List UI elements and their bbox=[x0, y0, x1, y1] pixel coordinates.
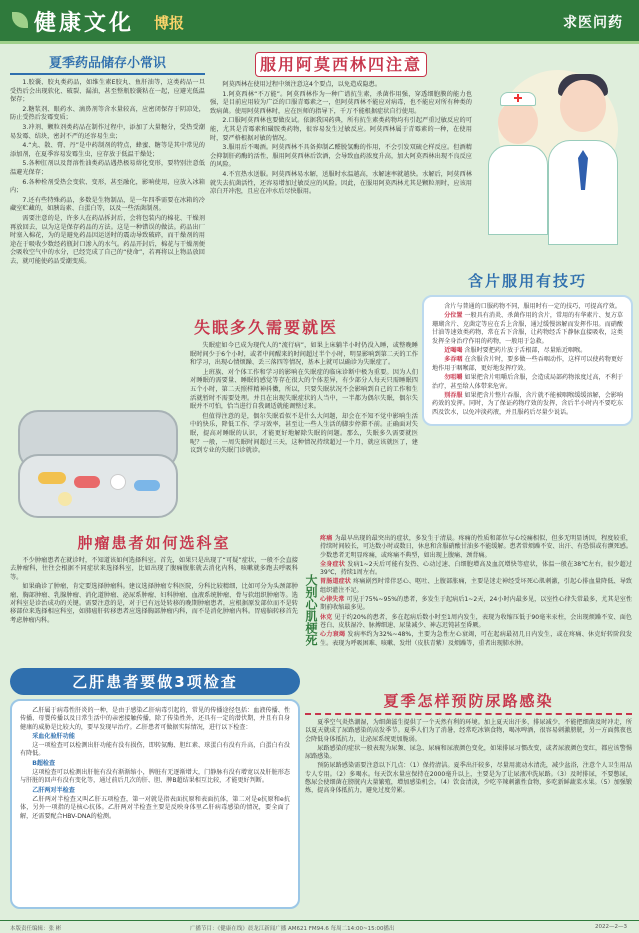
item-text: 疼痛剧烈时常伴恶心、呕吐、上腹部胀痛，主要是迷走神经受坏死心肌刺激，引起心排血量降低、导致组织灌注不足。 bbox=[320, 578, 633, 594]
list-item bbox=[432, 312, 623, 346]
pill-capsule-icon bbox=[38, 472, 66, 484]
section-tag: 求医问药 bbox=[563, 15, 623, 31]
pill-capsule-icon bbox=[74, 476, 100, 488]
footer-broadcast: 广播节目：《健康在线》晨龙江新闻广播 AM621 FM94.6 每周二14:00~15:00播出 bbox=[190, 926, 395, 932]
item-key: 心律失常 bbox=[320, 596, 345, 604]
item-text: 发病1~2天后可能有发热、心动过速、白细胞增高及血沉增快等症状，体温一般在38℃左右，很少超过39℃，持续1周左右。 bbox=[320, 560, 633, 577]
paragraph: 3.服用后不喝酒。阿莫西林不具备抑制乙醛脱氢酶的作用，不会引发双硫仑样反应。但酒精会抑制肝药酶的活性，服用阿莫西林后饮酒，会导致血药浓度升高，加大阿莫西林出现不良反应的风险。 bbox=[210, 144, 472, 169]
paragraph: 尿路感染的症状一般表现为尿频、尿急、尿痛和尿液颜色变化，如果排尿习惯改变，或者尿液颜色变红，都应该警惕尿路感染。 bbox=[305, 744, 632, 761]
article-amoxicillin-body bbox=[210, 81, 472, 197]
pillbox-illustration bbox=[18, 410, 178, 520]
article-hepatitis-b bbox=[10, 668, 300, 918]
list-item bbox=[320, 535, 632, 560]
list-item bbox=[320, 631, 632, 648]
paragraph: 这项检查可以检测出肝脏有没有渐渐缩小，脾脏有无逐渐增大，门静脉有没有增宽以及肝脏形态与肝脏的回声有没有变化等，通过前后几次的肝、胆、脾B超结果相互比较，才能更好判断。 bbox=[20, 769, 290, 785]
item-text: 如果把含片咀嚼后含服，会造成局部药物浓度过高，不利于治疗，甚至给人体带来危害。 bbox=[432, 374, 624, 390]
article-heart-symptoms-body bbox=[320, 535, 632, 648]
paragraph: 这一项检查可以检测出肝功能有没有损伤，即转氨酶、胆红素、球蛋白有没有升高，白蛋白有没有降低。 bbox=[20, 742, 290, 758]
article-hepatitis-b-title: 乙肝患者要做3项检查 bbox=[10, 668, 300, 695]
item-text: 见于约20%的患者，多在起病后数小时至1周内发生，表现为收缩压低于90毫米汞柱，会出现烦躁不安、面色苍白、皮肤湿冷、脉搏细速、尿量减少、神志迟钝甚至昏厥。 bbox=[320, 613, 632, 629]
page-footer bbox=[0, 920, 639, 933]
nurse-head bbox=[498, 100, 538, 144]
article-uti-title: 夏季怎样预防尿路感染 bbox=[305, 690, 632, 715]
item-key: 别吞服 bbox=[444, 392, 463, 400]
paragraph: 乙肝属于病毒性肝炎的一种，是由于感染乙肝病毒引起的，常见的传播途径包括：血液传播、性传播、母婴传播以及日常生活中的亲密接触传播，除了传染性外，还具有一定的潜伏期，并且有自身健康的威胁是比较大的，要早发现早治疗。乙肝患者可做据实际情况，进行以下检查： bbox=[20, 707, 290, 731]
list-item bbox=[432, 374, 623, 391]
paragraph: 不少肿瘤患者在就诊时，不知道该如何选择科室。首先，如果只是出现了“可疑”症状，一般不会直接去肿瘤科，往往会根据不同症状来选择科室，比如出现了腹痛腹胀就去消化内科，咳嗽就多跑去呼吸科等。 bbox=[10, 557, 298, 581]
item-text: 可见于75%~95%的患者，多发生于起病后1~2天，24小时内最多见，以室性心律失常最多，尤其是室性期前收缩最多见。 bbox=[320, 596, 633, 612]
paragraph: 需要注意的是，许多人在药品拆封后，会将包装内的棉花、干燥剂再放回去，以为这是保存药品的方法。这是一种错误的做法。药品出厂时塞入棉花，为的是避免药品因运送时的震动导致破碎，而干燥剂的用途在于吸收少数经药瓶封口渗入的水气。药品开封后，棉花与干燥剂便会吸收空气中的水分，已经完成了自己的“使命”，若再将以上物品放回去，就可能使药品受潮变质。 bbox=[10, 214, 205, 265]
item-key: 勿咀嚼 bbox=[444, 374, 463, 382]
list-item bbox=[320, 561, 632, 578]
paragraph: 3.冲剂、颗粒剂类药品在制作过程中，添加了大量糖分，受热受潮易发霉、结块，密封不严的还容易生虫； bbox=[10, 123, 205, 140]
list-item bbox=[432, 347, 623, 355]
article-storage bbox=[10, 52, 205, 450]
item-text: 发病率约为32%~48%，主要为急性左心衰竭，可在起病最初几日内发生，或在疼痛、休克好转阶段发生。表现为呼吸困难、咳嗽、发绀（皮肤青紫）及烦躁等，重者出现肺水肿。 bbox=[320, 631, 633, 647]
pill-capsule-icon bbox=[134, 480, 160, 491]
article-lozenge-title: 含片服用有技巧 bbox=[467, 272, 587, 290]
item-key: 胃肠道症状 bbox=[320, 578, 352, 586]
doctor-nurse-illustration bbox=[478, 60, 633, 260]
paragraph: 7.还有些特殊药品，多数是生物制品，是一年四季需要在冰箱的冷藏室贮藏的，如胰岛素、白蛋白等，以及一些活菌制剂。 bbox=[10, 196, 205, 213]
red-cross-icon bbox=[514, 94, 522, 102]
newspaper-brand: 健康文化 bbox=[34, 11, 135, 36]
paragraph: 1.胶囊、胶丸类药品，如维生素E胶丸、鱼肝油等，这类药品一旦受热后会出现软化、破裂、漏油，甚至整瓶胶囊粘在一起，应避光低温保存； bbox=[10, 79, 205, 104]
article-tumor-body bbox=[10, 557, 298, 625]
paragraph: 4.不宜热水送服。阿莫西林易水解，送服时水温越高，水解速率就越快。水解后，阿莫西林就失去抗菌活性，还容易增加过敏反应的风险。因此，在服用阿莫西林尤其是颗粒剂时，应该用凉白开冲泡，且应在冲水后尽快服用。 bbox=[210, 170, 472, 196]
item-key: 心力衰竭 bbox=[320, 631, 346, 639]
article-amoxicillin-title-wrap bbox=[210, 52, 472, 75]
paragraph: 4.“丸、散、膏、丹”是中药制剂的特点，蜂蜜、糖等是其中常见的添加剂，在夏季容易发霉生虫，应存放于低温干燥处； bbox=[10, 142, 205, 158]
item-key: 休克 bbox=[320, 613, 333, 621]
article-tumor-title: 肿瘤患者如何选科室 bbox=[77, 534, 231, 552]
leaf-logo-icon bbox=[12, 12, 28, 28]
doctor-head bbox=[560, 80, 606, 132]
article-storage-title: 夏季药品储存小常识 bbox=[10, 52, 205, 75]
item-text: 含服时要把药片放于舌根部，尽量贴近咽喉。 bbox=[464, 347, 587, 355]
article-uti-prevention bbox=[305, 690, 632, 918]
pill-tablet-icon bbox=[58, 492, 72, 506]
footer-date: 2022—2—3 bbox=[595, 924, 627, 930]
nurse-figure bbox=[488, 145, 548, 235]
article-uti-body bbox=[305, 719, 632, 796]
paragraph: 如果确诊了肿瘤，肯定要选择肿瘤科。建议选择肿瘤专科医院，分科比较精细，比如可分为头颈部肿瘤、胸部肿瘤、乳腺肿瘤、消化道肿瘤、泌尿系肿瘤、妇科肿瘤、血液系统肿瘤、骨与软组织肿瘤等。选对科室是诊治成功的关键。需要注意的是，对于已有远处转移的晚期肿瘤患者，应根据原发部位而不是转移部位来选择相应科室，如肺癌肝转移患者应选择胸部肿瘤内科，而不是消化肿瘤内科。胃癌脑转移首先考虑肿瘤内科。 bbox=[10, 583, 298, 624]
item-key: 多吞咽 bbox=[444, 356, 463, 364]
paragraph: 但值得注意的是，偶尔失眠看似不是什么大问题，却会在不知不觉中影响生活中的快乐，降低工作、学习效率，甚至让一些人生活的脚步停滞不前。正确面对失眠，提高对睡眠的认识，才能更好地解除失眠的问题。那么，失眠多久需要就医呢？一般，一周失眠时间超过三天，这种情况持续超过一个月，就应该就医了，建议到专业的失眠门诊就诊。 bbox=[190, 412, 418, 455]
article-insomnia-title: 失眠多久需要就医 bbox=[194, 318, 339, 337]
list-item bbox=[320, 596, 632, 613]
item-key: 全身症状 bbox=[320, 560, 346, 568]
pill-tablet-icon bbox=[110, 474, 126, 490]
paragraph: 含片与普通的口服药物不同，服用时有一定的技巧，可提高疗效。 bbox=[444, 303, 621, 310]
paragraph: 上班族、对个体工作和学习的影响在失眠症的临床诊断中极为重要。因为人们对睡眠的需要量、睡眠的感觉等存在很大的个体差异，有少部分人每天只需睡眠四五个小时，第二天照样精神抖擞，所以，只要失眠状况不会影响到自己的工作和生活就暂时不需要处理。并且在出现失眠症状的人当中，一半都为偶尔失眠，偶尔失眠并不可怕，恰当进行自我调适就能调整过来。 bbox=[190, 368, 418, 411]
article-lozenge-panel bbox=[422, 295, 633, 426]
item-text: 如果把含片整片吞服，含片就不能被咽喉缓缓溶解，会影响药效的发挥。同时，为了保证药物疗效的发挥，含后半小时内不要吃东西及饮水，以免冲淡药液，并且服药后尽量少说话。 bbox=[432, 392, 624, 416]
article-insomnia bbox=[190, 315, 418, 525]
item-key: 近喝喝 bbox=[444, 347, 463, 355]
item-text: 为最早出现的最突出的症状，多发生于清晨。疼痛的性质和部位与心绞痛相似，但多无明显诱因，程度较重，持续时间较长，可达数小时或数日，休息和含服硝酸甘油多不能缓解。患者常烦躁不安、出汗、有恐惧或有濒死感。少数患者无明显疼痛，或疼痛不典型，如出现上腹痛、颈背痛。 bbox=[320, 535, 633, 559]
list-item bbox=[320, 578, 632, 595]
newspaper-brand-sub: 博报 bbox=[154, 14, 185, 32]
list-item bbox=[432, 392, 623, 417]
item-text: 在含服含片时，要多做一些吞咽动作，这样可以使药物更好地作用于咽喉部，更好地发挥疗效。 bbox=[432, 356, 624, 372]
list-item bbox=[320, 614, 632, 631]
list-item bbox=[432, 356, 623, 373]
article-amoxicillin-title: 服用阿莫西林四注意 bbox=[255, 52, 427, 77]
article-tumor bbox=[10, 532, 298, 664]
paragraph: 失眠症如今已成为现代人的“流行病”，如果上床躺半小时仍没入睡，或整晚睡眠时间少于6个小时，或者中间醒来的时间超过半个小时，明显影响到第二天的工作和学习，出现心情烦躁、丢三落四等情况，基本上就可以确诊为失眠症了。 bbox=[190, 342, 418, 367]
article-insomnia-body bbox=[190, 342, 418, 456]
subheading: B超检查 bbox=[32, 759, 56, 767]
article-hepatitis-b-panel bbox=[10, 699, 300, 909]
paragraph: 预防尿路感染需要注意以下几点：（1）保持清洁。夏季出汗较多，尽量用流动水清洗，减少盆浴，注意个人卫生用品专人专用。（2）多喝水。每天饮水量应保持在2000毫升以上，主要是为了让尿液冲洗尿路。（3）及时排尿，不要憋尿，憋尿会使细菌在膀胱内大量繁殖，增加感染机会。（4）饮食清淡，少吃辛辣刺激性食物，多吃新鲜蔬菜水果。（5）加强锻炼，提高身体抵抗力，避免过度劳累。 bbox=[305, 762, 632, 795]
header-bar bbox=[0, 0, 639, 44]
item-key: 疼痛 bbox=[320, 535, 333, 542]
paragraph: 乙肝两对半检查又叫乙肝五项检查，第一对就是指表面抗原和表面抗体，第二对是e抗原和e抗体，另外一项指的是核心抗体。乙肝两对半检查主要是反映身体里乙肝病毒感染的情况，要全面了解，还需要配合HBV-DNA的检测。 bbox=[20, 795, 290, 820]
paragraph: 1.阿莫西林“不万能”。阿莫西林作为一种广谱抗生素，杀菌作用强，穿透细胞膜的能力也强，是目前应用较为广泛的口服青霉素之一，但阿莫西林不能应对病毒，也不能应对所有种类的致病菌。使用阿莫西林时，应在医师的指导下，千万不能根据症状自行使用。 bbox=[210, 90, 472, 115]
paragraph: 2.口服阿莫西林也要做皮试。依据我国药典，所有抗生素类药物均有引起严重过敏反应的可能，尤其是青霉素和磺胺类药物，很容易发生过敏反应。阿莫西林属于青霉素的一种，在使用时，要严格根据对敏的情况。 bbox=[210, 117, 472, 142]
article-lozenge bbox=[422, 270, 633, 525]
item-text: 一般具有消炎、杀菌作用的含片，常用的有华素片、复方草珊瑚含片、克菌定等应在舌上含服，通过缓慢溶解而发挥作用。而硝酸甘油等速效类药物，常在舌下含服，让药物经舌下静脉直接吸收，这类发挥全身治疗作用的药物，一般用于急救。 bbox=[432, 312, 624, 345]
paragraph: 6.各种栓剂受热会变软、变形，甚至融化，影响使用，应放入冰箱内； bbox=[10, 178, 205, 195]
paragraph: 夏季空气炎热潮湿，为细菌滋生提供了一个天然有利的环境。加上夏天出汗多，排尿减少，不能把细菌及时冲走，所以夏天就成了尿路感染的高发季节。夏季人们为了消暑，经常吃冰镇食物，喝冰啤酒，很容易刺激膀胱，另一方面熬夜也会降低身体抵抗力，让泌尿系统更加脆弱。 bbox=[305, 719, 632, 743]
item-key: 分位置 bbox=[444, 312, 463, 320]
article-heart-symptoms bbox=[320, 535, 632, 685]
subheading: 采血化验肝功能 bbox=[32, 732, 75, 740]
paragraph: 5.各种肛剂以及肾溶性油类药品遇热极易熔化变形，要特别注意低温避光保存； bbox=[10, 160, 205, 176]
paragraph: 2.糖浆剂、眼药水、滴鼻剂等含水量较高，应密闭保存于阴凉处，防止受热后发霉变质； bbox=[10, 105, 205, 122]
footer-editor: 本版责任编辑：张 彬 bbox=[10, 926, 62, 932]
article-storage-body bbox=[10, 79, 205, 266]
subheading: 乙肝两对半检查 bbox=[32, 786, 75, 794]
vertical-motto: 大别心肌梗死 bbox=[304, 574, 318, 646]
paragraph: 阿莫西林在使用过程中须注意这4个要点，以免造成隐患。 bbox=[222, 81, 382, 88]
